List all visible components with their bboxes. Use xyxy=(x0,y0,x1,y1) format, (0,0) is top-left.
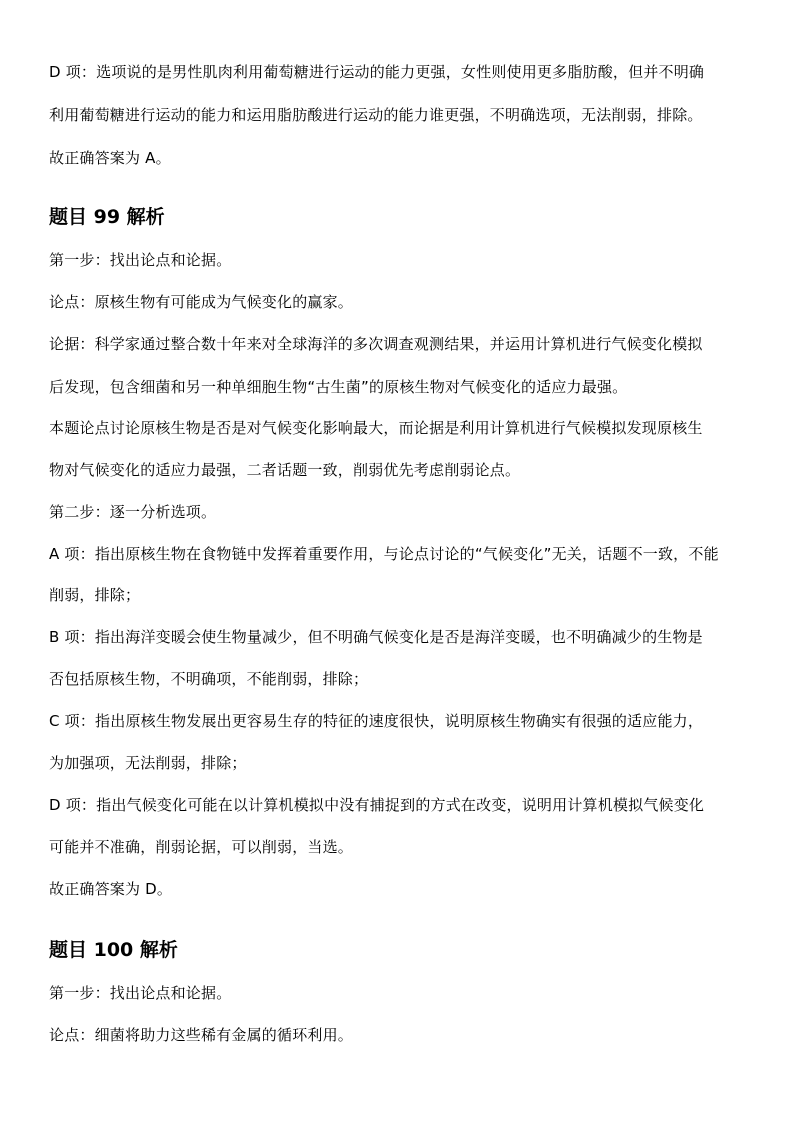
option-d-99-line-2: 可能并不准确，削弱论据，可以削弱，当选。 xyxy=(49,838,354,856)
option-d-line-1: D 项：选项说的是男性肌肉利用葡萄糖进行运动的能力更强，女性则使用更多脂肪酸，但并不明确 xyxy=(49,63,705,81)
evidence-line-2: 后发现，包含细菌和另一种单细胞生物“古生菌”的原核生物对气候变化的适应力最强。 xyxy=(49,378,628,396)
step-one-line: 第一步：找出论点和论据。 xyxy=(49,251,232,269)
option-a-line-2: 削弱，排除； xyxy=(49,586,141,604)
claim-line: 论点：原核生物有可能成为气候变化的赢家。 xyxy=(49,293,354,311)
option-c-line-1: C 项：指出原核生物发展出更容易生存的特征的速度很快，说明原核生物确实有很强的适应能力， xyxy=(49,712,704,730)
step-one-100-line: 第一步：找出论点和论据。 xyxy=(49,984,232,1002)
question-100-title: 题目 100 解析 xyxy=(49,939,178,961)
step-two-line: 第二步：逐一分析选项。 xyxy=(49,503,217,521)
option-b-line-2: 否包括原核生物，不明确项，不能削弱，排除； xyxy=(49,670,369,688)
option-d-line-2: 利用葡萄糖进行运动的能力和运用脂肪酸进行运动的能力谁更强，不明确选项，无法削弱，排除。 xyxy=(49,106,703,124)
analysis-line-2: 物对气候变化的适应力最强，二者话题一致，削弱优先考虑削弱论点。 xyxy=(49,461,521,479)
analysis-line-1: 本题论点讨论原核生物是否是对气候变化影响最大，而论据是利用计算机进行气候模拟发现原核生 xyxy=(49,419,703,437)
option-a-line-1: A 项：指出原核生物在食物链中发挥着重要作用，与论点讨论的“气候变化”无关，话题不一致，不能 xyxy=(49,545,719,563)
evidence-line-1: 论据：科学家通过整合数十年来对全球海洋的多次调查观测结果，并运用计算机进行气候变化模拟 xyxy=(49,335,703,353)
answer-99-line: 故正确答案为 D。 xyxy=(49,880,173,898)
question-99-title: 题目 99 解析 xyxy=(49,206,165,228)
claim-100-line: 论点：细菌将助力这些稀有金属的循环利用。 xyxy=(49,1026,354,1044)
answer-line: 故正确答案为 A。 xyxy=(49,149,171,167)
option-c-line-2: 为加强项，无法削弱，排除； xyxy=(49,754,247,772)
option-b-line-1: B 项：指出海洋变暖会使生物量减少，但不明确气候变化是否是海洋变暖，也不明确减少的生物是 xyxy=(49,628,703,646)
option-d-99-line-1: D 项：指出气候变化可能在以计算机模拟中没有捕捉到的方式在改变，说明用计算机模拟气候变化 xyxy=(49,796,705,814)
